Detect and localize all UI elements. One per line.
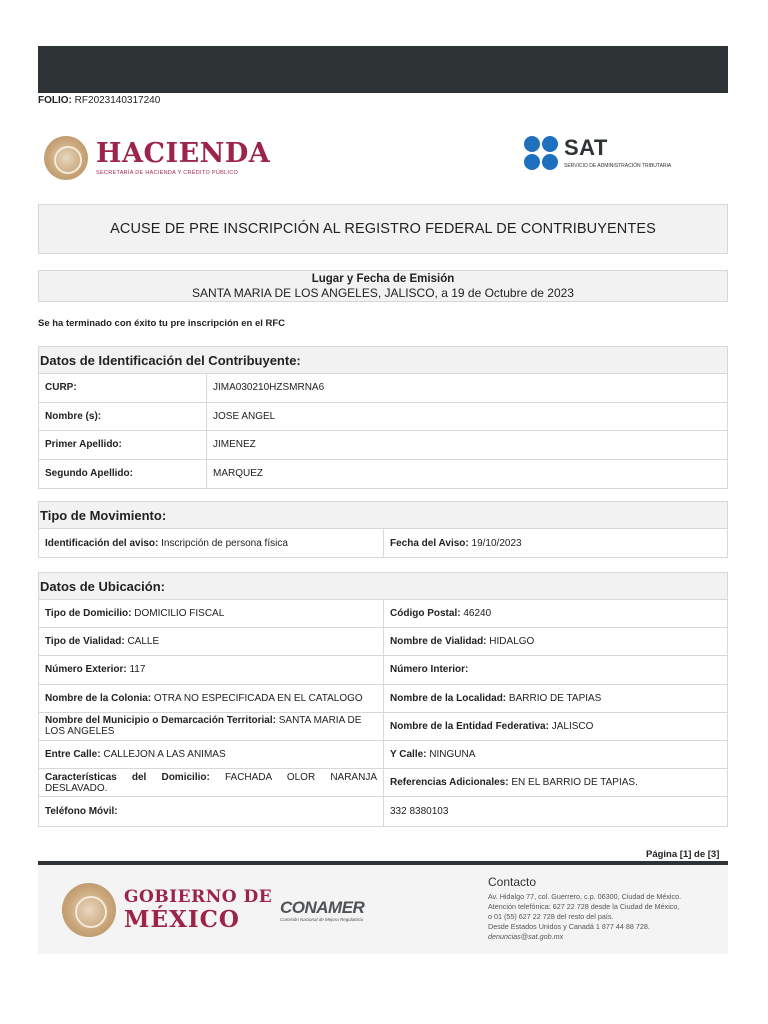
contacto-phone-national: o 01 (55) 627 22 728 del resto del país. <box>488 912 614 921</box>
left-cell: Características del Domicilio: FACHADA OLOR NARANJA DESLAVADO. <box>39 769 384 796</box>
table-row <box>39 713 727 741</box>
identificacion-section <box>38 346 728 489</box>
emision-label: Lugar y Fecha de Emisión <box>311 273 455 285</box>
right-cell: Nombre de la Localidad: BARRIO DE TAPIAS <box>390 692 602 704</box>
table-row <box>39 529 727 557</box>
table-row <box>39 431 727 460</box>
sat-name: SAT <box>564 135 608 160</box>
right-cell: Nombre de la Entidad Federativa: JALISCO <box>390 720 594 732</box>
gobierno-line1: GOBIERNO DE <box>124 887 273 907</box>
row-value: JIMENEZ <box>213 439 256 451</box>
right-cell: 332 8380103 <box>390 805 449 817</box>
folio-value: RF2023140317240 <box>74 95 161 106</box>
hacienda-subtitle: SECRETARÍA DE HACIENDA Y CRÉDITO PÚBLICO <box>96 170 239 176</box>
table-row <box>39 600 727 628</box>
contacto-title: Contacto <box>488 875 537 889</box>
right-cell: Nombre de Vialidad: HIDALGO <box>390 636 535 648</box>
left-cell: Nombre del Municipio o Demarcación Territorial: SANTA MARIA DE LOS ANGELES <box>39 713 384 740</box>
hacienda-name: HACIENDA <box>96 138 271 169</box>
table-row <box>39 656 727 684</box>
row-value: JOSE ANGEL <box>213 410 276 422</box>
success-message: Se ha terminado con éxito tu pre inscripción en el RFC <box>38 318 286 329</box>
aviso-cell: Identificación del aviso: Inscripción de persona física <box>39 529 384 557</box>
fecha-aviso-cell: Fecha del Aviso: 19/10/2023 <box>390 537 522 549</box>
table-row <box>39 374 727 403</box>
row-label: CURP: <box>39 374 207 402</box>
contacto-block <box>488 875 720 942</box>
emision-box <box>38 270 728 302</box>
row-label: Primer Apellido: <box>39 431 207 459</box>
right-cell: Referencias Adicionales: EN EL BARRIO DE TAPIAS. <box>390 777 638 789</box>
conamer-logo <box>280 899 364 922</box>
sat-subtitle: SERVICIO DE ADMINISTRACIÓN TRIBUTARIA <box>564 163 672 169</box>
gobierno-line2: MÉXICO <box>124 906 240 933</box>
right-cell: Y Calle: NINGUNA <box>390 749 476 761</box>
contacto-email-link[interactable]: denuncias@sat.gob.mx <box>488 932 564 941</box>
document-title: ACUSE DE PRE INSCRIPCIÓN AL REGISTRO FEDERAL DE CONTRIBUYENTES <box>110 221 656 237</box>
left-cell: Tipo de Vialidad: CALLE <box>39 628 384 655</box>
left-cell: Teléfono Móvil: <box>39 797 384 825</box>
mexico-coat-of-arms-icon <box>62 883 116 937</box>
folio-label: FOLIO: <box>38 95 72 106</box>
folio <box>38 95 160 106</box>
row-label: Segundo Apellido: <box>39 460 207 489</box>
left-cell: Entre Calle: CALLEJON A LAS ANIMAS <box>39 741 384 768</box>
table-row <box>39 460 727 489</box>
left-cell: Número Exterior: 117 <box>39 656 384 683</box>
contacto-phone-cdmx: Atención telefónica: 627 22 728 desde la Ciudad de México, <box>488 902 680 911</box>
contacto-address: Av. Hidalgo 77, col. Guerrero, c.p. 06300, Ciudad de México. <box>488 892 682 901</box>
contacto-phone-usa: Desde Estados Unidos y Canadá 1 877 44 88 728. <box>488 922 650 931</box>
row-value: MARQUEZ <box>213 468 263 480</box>
ubicacion-section <box>38 572 728 827</box>
right-cell: Número Interior: <box>390 664 469 676</box>
table-row <box>39 628 727 656</box>
conamer-subtitle: Comisión Nacional de Mejora Regulatoria <box>280 917 364 922</box>
left-cell: Tipo de Domicilio: DOMICILIO FISCAL <box>39 600 384 627</box>
top-bar <box>38 46 728 93</box>
page-number: Página [1] de [3] <box>646 849 720 860</box>
conamer-name: CONAMER <box>280 898 365 917</box>
section-heading: Datos de Identificación del Contribuyente: <box>39 347 727 374</box>
table-row <box>39 769 727 797</box>
document-title-box <box>38 204 728 254</box>
sat-logo <box>524 136 671 170</box>
sat-four-dots-icon <box>524 136 558 170</box>
left-cell: Nombre de la Colonia: OTRA NO ESPECIFICADA EN EL CATALOGO <box>39 685 384 712</box>
table-row <box>39 685 727 713</box>
table-row <box>39 741 727 769</box>
table-row <box>39 403 727 432</box>
section-heading: Datos de Ubicación: <box>39 573 727 600</box>
movimiento-section <box>38 501 728 558</box>
section-heading: Tipo de Movimiento: <box>39 502 727 529</box>
mexico-coat-of-arms-icon <box>44 136 88 180</box>
hacienda-logo <box>44 132 271 184</box>
emision-value: SANTA MARIA DE LOS ANGELES, JALISCO, a 19 de Octubre de 2023 <box>192 286 574 300</box>
table-row <box>39 797 727 825</box>
footer <box>38 865 728 954</box>
row-label: Nombre (s): <box>39 403 207 431</box>
row-value: JIMA030210HZSMRNA6 <box>213 382 325 394</box>
right-cell: Código Postal: 46240 <box>390 608 492 620</box>
gobierno-logo <box>62 883 272 937</box>
